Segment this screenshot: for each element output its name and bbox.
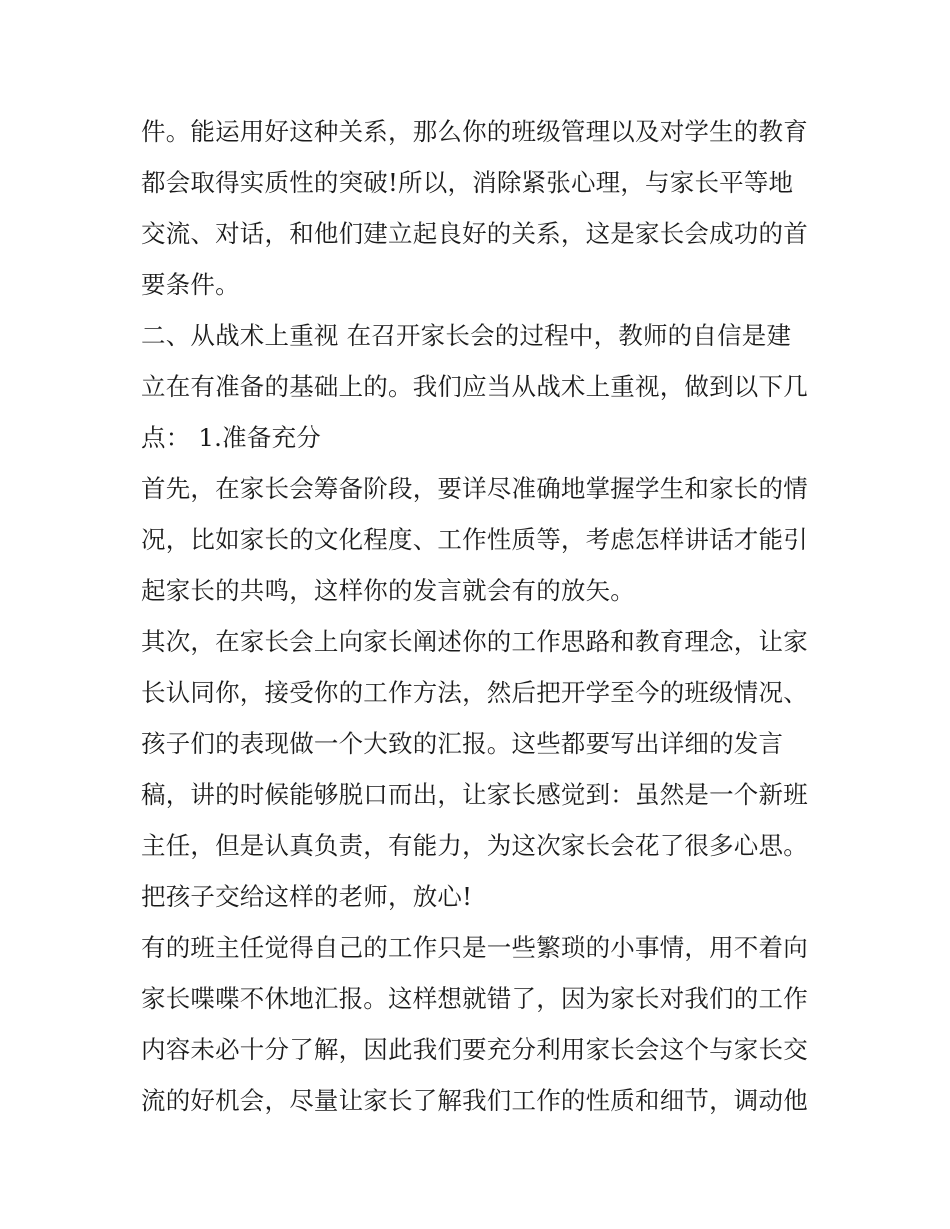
body-text [141, 106, 821, 1126]
text-line: 有的班主任觉得自己的工作只是一些繁琐的小事情，用不着向 [141, 933, 808, 962]
subheading-line: 点： 1.准备充分 [141, 423, 321, 452]
text-line: 交流、对话，和他们建立起良好的关系，这是家长会成功的首 [141, 219, 808, 248]
text-line: 件。能运用好这种关系，那么你的班级管理以及对学生的教育 [141, 117, 808, 146]
section-heading-line: 二、从战术上重视 在召开家长会的过程中，教师的自信是建 [141, 321, 792, 350]
text-line: 长认同你，接受你的工作方法，然后把开学至今的班级情况、 [141, 678, 808, 707]
text-line: 主任，但是认真负责，有能力，为这次家长会花了很多心思。 [141, 831, 808, 860]
text-line: 起家长的共鸣，这样你的发言就会有的放矢。 [141, 576, 635, 605]
text-line: 稿，讲的时候能够脱口而出，让家长感觉到：虽然是一个新班 [141, 780, 808, 809]
text-line: 都会取得实质性的突破!所以，消除紧张心理，与家长平等地 [141, 168, 794, 197]
text-line: 况，比如家长的文化程度、工作性质等，考虑怎样讲话才能引 [141, 525, 808, 554]
text-line: 立在有准备的基础上的。我们应当从战术上重视，做到以下几 [141, 372, 808, 401]
text-line: 首先，在家长会筹备阶段，要详尽准确地掌握学生和家长的情 [141, 474, 808, 503]
text-line: 家长喋喋不休地汇报。这样想就错了，因为家长对我们的工作 [141, 984, 808, 1013]
text-line: 内容未必十分了解，因此我们要充分利用家长会这个与家长交 [141, 1035, 808, 1064]
text-line: 孩子们的表现做一个大致的汇报。这些都要写出详细的发言 [141, 729, 784, 758]
text-line: 流的好机会，尽量让家长了解我们工作的性质和细节，调动他 [141, 1086, 808, 1115]
text-line: 要条件。 [141, 270, 240, 299]
text-line: 把孩子交给这样的老师，放心! [141, 882, 473, 911]
text-line: 其次，在家长会上向家长阐述你的工作思路和教育理念，让家 [141, 627, 808, 656]
